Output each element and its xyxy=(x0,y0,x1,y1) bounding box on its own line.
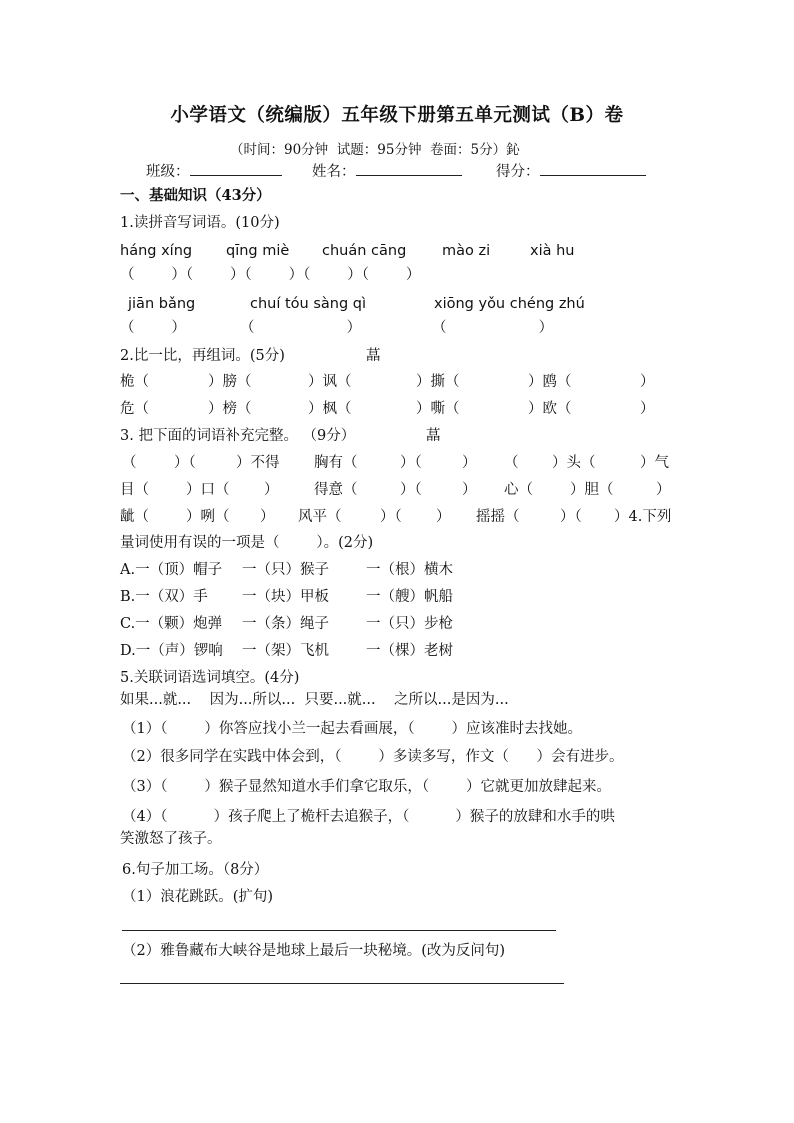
q2-r1-c6: ） xyxy=(640,374,655,390)
q2-r1-c3: ）讽（ xyxy=(308,374,352,390)
q5-title: 5.关联词语选词填空。(4分) xyxy=(120,670,300,686)
q3-r1-c5: ）（ xyxy=(400,455,422,471)
q4-d-3: 一（棵）老树 xyxy=(366,643,453,659)
pinyin-5: xià hu xyxy=(530,243,575,259)
pinyin-4: mào zi xyxy=(442,243,491,259)
exam-subtitle: （时间：90分钟 试题：95分钟 卷面：5分）鈊 xyxy=(230,142,520,158)
q3-r2-c7: 心（ xyxy=(504,482,533,498)
q3-r2-c3: ） xyxy=(264,482,279,498)
q2-r2-c1: 危（ xyxy=(120,401,149,417)
q3-r1-c1: （ xyxy=(122,455,137,471)
q6-title: 6.句子加工场。（8分） xyxy=(122,862,269,878)
class-blank[interactable] xyxy=(190,160,282,176)
q4-a-3: 一（根）横木 xyxy=(366,562,453,578)
q3-r1-c9: ）气 xyxy=(640,455,669,471)
name-blank[interactable] xyxy=(356,160,462,176)
q5-sentence-3: （3）（ ）猴子显然知道水手们拿它取乐，（ ）它就更加放肆起来。 xyxy=(122,779,611,795)
q6-answer-line-1[interactable] xyxy=(122,930,556,931)
q3-r1-c7: （ xyxy=(504,455,519,471)
q5-sentence-2: （2）很多同学在实践中体会到，（ ）多读多写，作文（ ）会有进步。 xyxy=(122,749,624,765)
q3-r3-c2: ）咧（ xyxy=(186,509,230,525)
class-label: 班级： xyxy=(146,164,190,180)
pinyin-6: jiān bǎng xyxy=(128,296,196,312)
q2-r2-c3: ）枫（ xyxy=(308,401,352,417)
q4-a-2: 一（只）猴子 xyxy=(242,562,329,578)
q2-mark: 蕌 xyxy=(366,348,381,364)
answer-blank-8[interactable]: （ ） xyxy=(432,320,554,336)
q5-word-bank: 如果...就... 因为...所以... 只要...就... 之所以...是因为... xyxy=(120,692,509,708)
pinyin-8: xiōng yǒu chéng zhú xyxy=(434,296,585,312)
q3-r1-c3: ）不得 xyxy=(236,455,280,471)
q3-mark: 蕌 xyxy=(426,428,441,444)
q3-r1-c8: ）头（ xyxy=(552,455,596,471)
pinyin-2: qīng miè xyxy=(226,243,290,259)
answer-blank-7[interactable]: （ ） xyxy=(240,320,362,336)
class-field xyxy=(146,160,282,182)
q4-title: 量词使用有误的一项是（ ）。(2分) xyxy=(120,535,374,551)
q2-r2-c2: ）榜（ xyxy=(208,401,252,417)
score-blank[interactable] xyxy=(540,160,646,176)
q2-r1-c2: ）膀（ xyxy=(208,374,252,390)
q2-title: 2.比一比，再组词。(5分) xyxy=(120,348,285,364)
q2-r1-c4: ）撕（ xyxy=(416,374,460,390)
answer-blank-6[interactable]: （ ） xyxy=(120,320,186,336)
q3-r2-c2: ）口（ xyxy=(186,482,230,498)
q3-r3-c8: ）（ xyxy=(560,509,582,525)
q3-r3-c3: ） xyxy=(260,509,275,525)
q3-r1-c2: ）（ xyxy=(174,455,196,471)
name-label: 姓名： xyxy=(312,164,356,180)
q2-r1-c5: ）鸥（ xyxy=(528,374,572,390)
q3-r3-c5: ）（ xyxy=(380,509,402,525)
q4-c-2: 一（条）绳子 xyxy=(242,616,329,632)
q3-r2-c9: ） xyxy=(656,482,671,498)
q3-r1-c6: ） xyxy=(462,455,477,471)
q2-r2-c6: ） xyxy=(640,401,655,417)
q4-c-1: C.一（颗）炮弹 xyxy=(120,616,223,632)
q4-b-1: B.一（双）手 xyxy=(120,589,208,605)
q2-r1-c1: 桅（ xyxy=(120,374,149,390)
pinyin-1: háng xíng xyxy=(120,243,193,259)
q4-b-2: 一（块）甲板 xyxy=(242,589,329,605)
q4-d-1: D.一（声）锣响 xyxy=(120,643,223,659)
q3-r2-c5: ）（ xyxy=(400,482,422,498)
q1-title: 1.读拼音写词语。(10分) xyxy=(120,215,280,231)
q5-sentence-4: （4）（ ）孩子爬上了桅杆去追猴子，（ ）猴子的放肆和水手的哄 xyxy=(122,809,615,825)
q2-r2-c5: ）欧（ xyxy=(528,401,572,417)
q4-c-3: 一（只）步枪 xyxy=(366,616,453,632)
q4-d-2: 一（架）飞机 xyxy=(242,643,329,659)
q4-a-1: A.一（顶）帽子 xyxy=(120,562,223,578)
score-field xyxy=(496,160,646,182)
pinyin-7: chuí tóu sàng qì xyxy=(250,296,367,312)
q3-r3-c6: ） xyxy=(436,509,451,525)
q3-r2-c8: ）胆（ xyxy=(570,482,614,498)
q3-r2-c1: 目（ xyxy=(120,482,149,498)
q5-sentence-1: （1）（ ）你答应找小兰一起去看画展，（ ）应该准时去找她。 xyxy=(122,721,582,737)
q4-b-3: 一（艘）帆船 xyxy=(366,589,453,605)
q3-r3-c1: 龇（ xyxy=(120,509,149,525)
answer-row-1[interactable]: （ ）（ ）（ ）（ ）（ ） xyxy=(120,267,421,283)
q3-r3-c7: 摇摇（ xyxy=(476,509,520,525)
q6-answer-line-2[interactable] xyxy=(120,983,564,984)
q3-r2-c6: ） xyxy=(462,482,477,498)
q6-sentence-2: （2）雅鲁藏布大峡谷是地球上最后一块秘境。(改为反问句) xyxy=(122,943,506,959)
q2-r2-c4: ）嘶（ xyxy=(416,401,460,417)
section-heading: 一、基础知识（43分） xyxy=(120,187,271,204)
q6-sentence-1: （1）浪花跳跃。(扩句) xyxy=(122,889,274,905)
q5-sentence-4-cont: 笑激怒了孩子。 xyxy=(120,831,222,847)
page-title: 小学语文（统编版）五年级下册第五单元测试（B）卷 xyxy=(170,105,624,126)
name-field xyxy=(312,160,462,182)
q3-r2-c4: 得意（ xyxy=(314,482,358,498)
q3-title: 3. 把下面的词语补充完整。 （9分） xyxy=(120,428,356,444)
q3-r1-c4: 胸有（ xyxy=(314,455,358,471)
q3-r3-c4: 风平（ xyxy=(298,509,342,525)
pinyin-3: chuán cāng xyxy=(322,243,407,259)
q3-r3-c9: ）4.下列 xyxy=(614,509,672,525)
score-label: 得分： xyxy=(496,164,540,180)
